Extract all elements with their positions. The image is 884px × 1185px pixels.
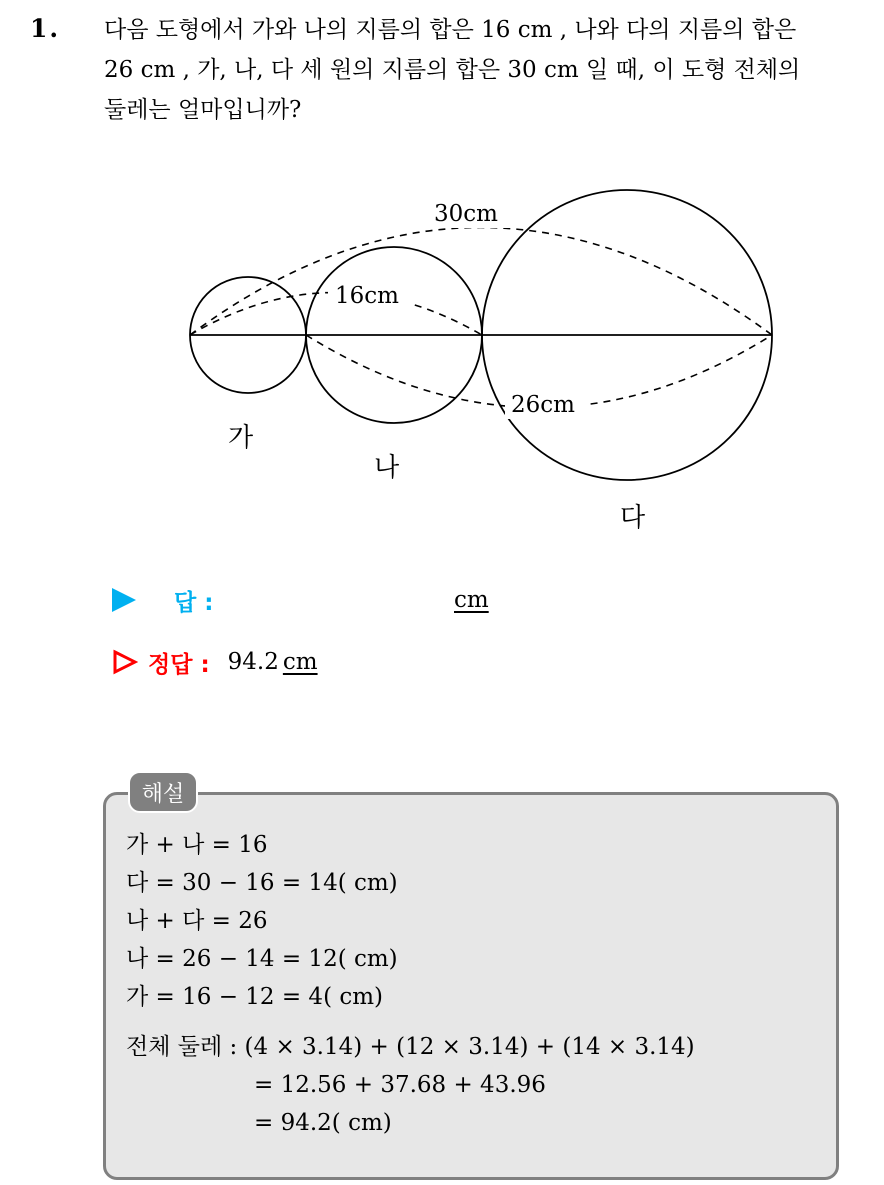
label-na: 나 [374,453,400,483]
answer-row [112,583,489,617]
label-26cm: 26cm [511,392,575,418]
explanation-line: 다 = 30 − 16 = 14( cm) [126,870,398,896]
correct-answer-unit: cm [282,649,318,675]
explanation-line: 나 + 다 = 26 [126,908,268,934]
explanation-line: 가 = 16 − 12 = 4( cm) [126,984,384,1010]
explanation-line: 나 = 26 − 14 = 12( cm) [126,946,398,972]
label-da: 다 [620,503,646,533]
question-line-3: 둘레는 얼마입니까? [104,97,302,123]
correct-answer-row [112,645,318,679]
explanation-lines [126,826,695,1142]
circles-figure [0,170,884,550]
answer-unit: cm [454,587,489,613]
label-16cm: 16cm [335,283,399,309]
filled-triangle-icon [112,588,136,612]
correct-answer-label: 정답 : [148,651,210,678]
correct-answer-value: 94.2 [227,649,279,675]
question-text [104,10,864,130]
explanation-line: 가 + 나 = 16 [126,832,268,858]
explanation-tab: 해설 [128,771,198,813]
question-line-2: 26 cm , 가, 나, 다 세 원의 지름의 합은 30 cm 일 때, 이 도형 전체의 [104,57,801,83]
answer-label: 답 : [174,589,214,616]
question-line-1: 다음 도형에서 가와 나의 지름의 합은 16 cm , 나와 다의 지름의 합은 [104,17,797,43]
explanation-line: 전체 둘레 : (4 × 3.14) + (12 × 3.14) + (14 × 3.14) [126,1034,695,1060]
label-30cm: 30cm [434,201,498,227]
label-ga: 가 [228,423,254,453]
explanation-line: = 12.56 + 37.68 + 43.96 [254,1072,546,1098]
question-number: 1. [30,14,61,43]
explanation-line: = 94.2( cm) [254,1110,392,1136]
outline-triangle-icon [112,649,138,675]
